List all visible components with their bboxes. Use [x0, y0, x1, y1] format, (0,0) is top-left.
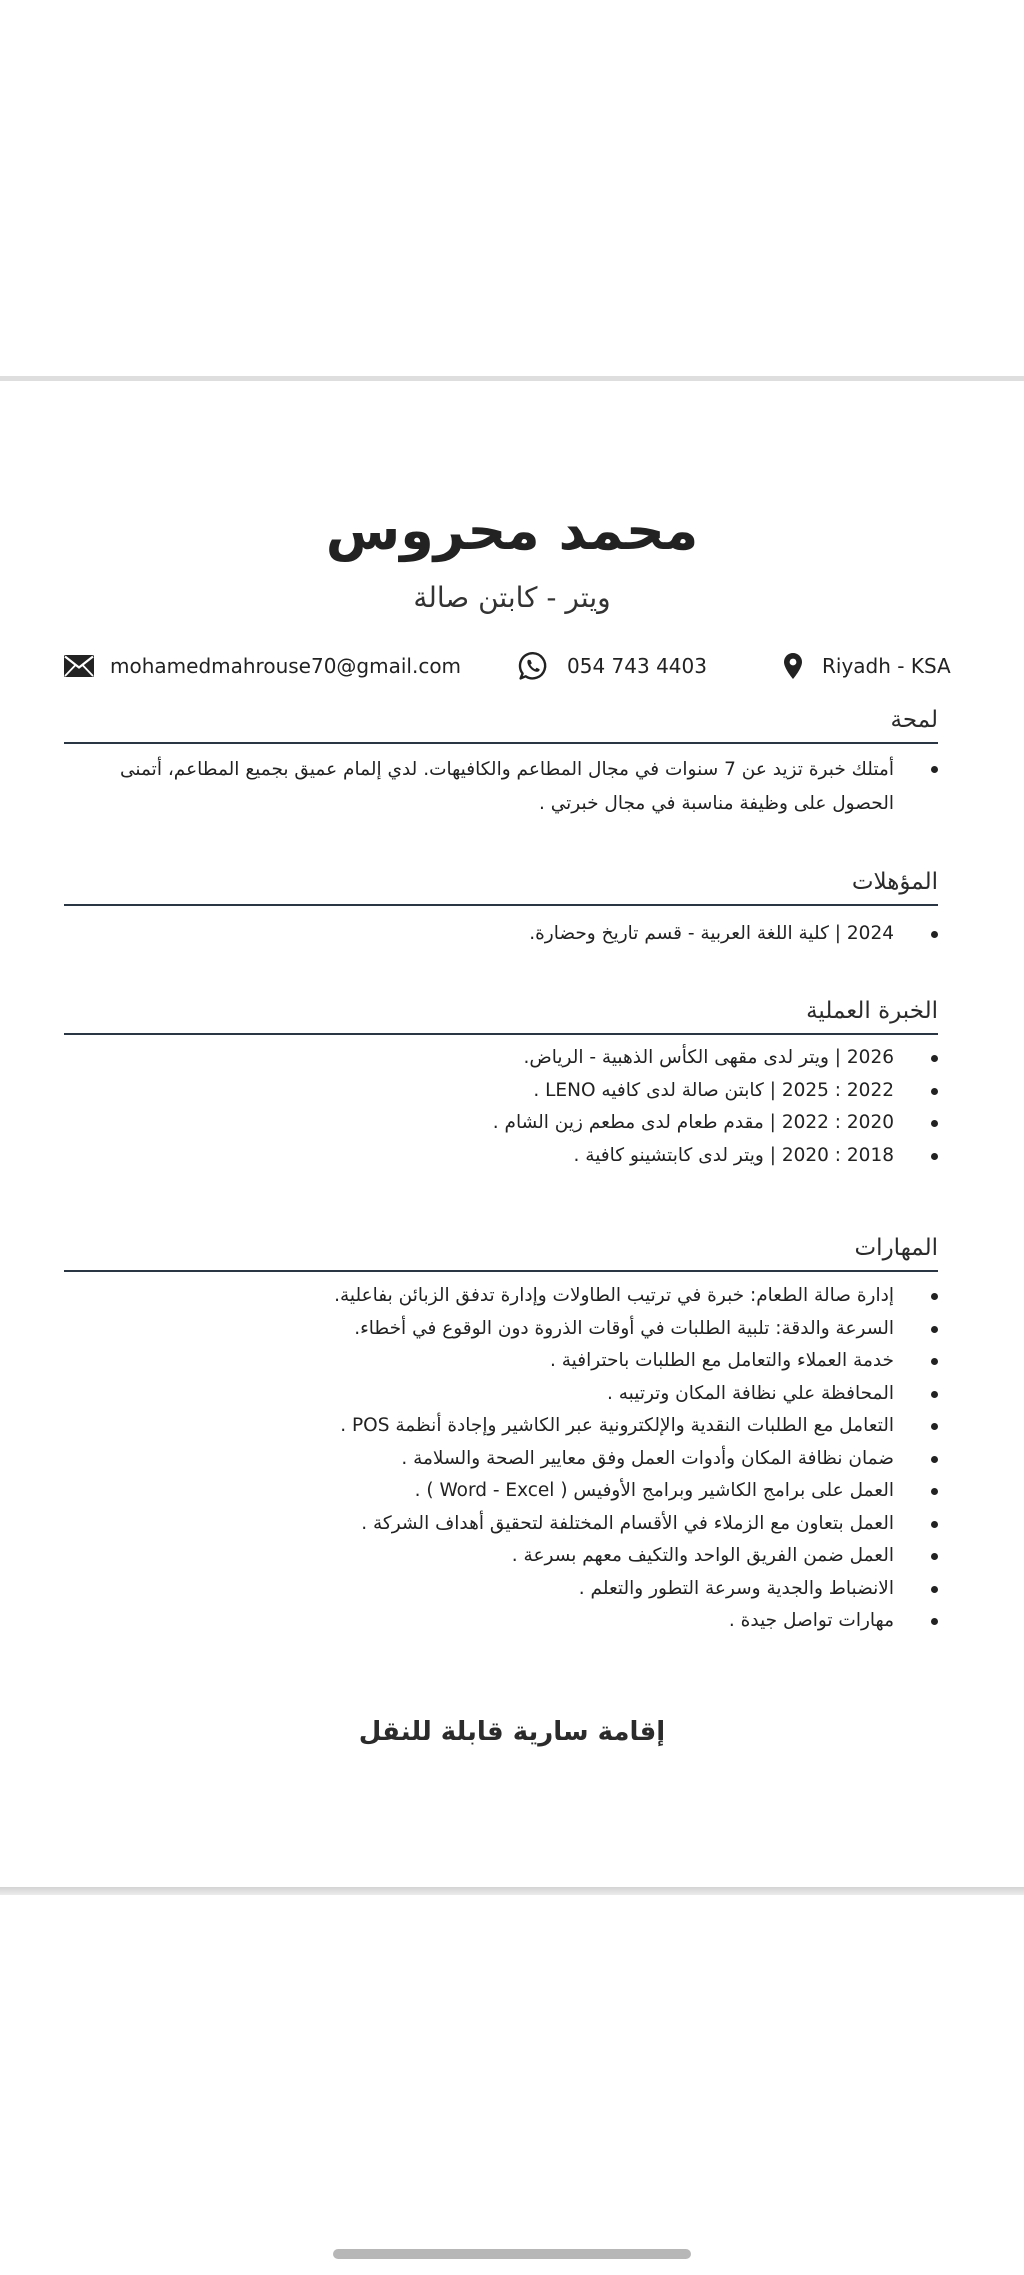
page-separator-bottom [0, 1887, 1024, 1895]
section-divider [64, 1033, 938, 1035]
list-item: 2018 : 2020 | ويتر لدى كابتشينو كافية . [493, 1140, 938, 1173]
summary-list [86, 753, 938, 821]
resume-page [0, 381, 1024, 1887]
list-item: 2024 | كلية اللغة العربية - قسم تاريخ وحضارة. [529, 918, 938, 951]
whatsapp-icon [517, 650, 567, 682]
person-name: محمد محروس [325, 499, 699, 562]
list-item: التعامل مع الطلبات النقدية والإلكترونية عبر الكاشير وإجادة أنظمة POS . [334, 1410, 938, 1443]
list-item: إدارة صالة الطعام: خبرة في ترتيب الطاولات وإدارة تدفق الزبائن بفاعلية. [334, 1280, 938, 1313]
list-item: مهارات تواصل جيدة . [334, 1605, 938, 1638]
section-divider [64, 904, 938, 906]
email-text: mohamedmahrouse70@gmail.com [110, 654, 462, 678]
list-item: المحافظة علي نظافة المكان وترتيبه . [334, 1378, 938, 1411]
residency-note: إقامة سارية قابلة للنقل [358, 1717, 666, 1747]
experience-list [493, 1042, 938, 1172]
list-item: العمل بتعاون مع الزملاء في الأقسام المختلفة لتحقيق أهداف الشركة . [334, 1508, 938, 1541]
section-title-experience: الخبرة العملية [806, 998, 938, 1024]
skills-list [334, 1280, 938, 1638]
list-item: خدمة العملاء والتعامل مع الطلبات باحترافية . [334, 1345, 938, 1378]
list-item: السرعة والدقة: تلبية الطلبات في أوقات الذروة دون الوقوع في أخطاء. [334, 1313, 938, 1346]
home-indicator[interactable] [333, 2249, 691, 2259]
list-item: العمل ضمن الفريق الواحد والتكيف معهم بسرعة . [334, 1540, 938, 1573]
section-divider [64, 1270, 938, 1272]
list-item: 2022 : 2025 | كابتن صالة لدى كافيه LENO . [493, 1075, 938, 1108]
location-text: Riyadh - KSA [822, 654, 951, 678]
contact-phone[interactable] [517, 651, 707, 681]
section-title-qualifications: المؤهلات [851, 869, 938, 895]
list-item: العمل على برامج الكاشير وبرامج الأوفيس ( Word - Excel ) . [334, 1475, 938, 1508]
contact-location [784, 651, 951, 681]
list-item: أمتلك خبرة تزيد عن 7 سنوات في مجال المطاعم والكافيهات. لدي إلمام عميق بجميع المطاعم، أتمنى الحصول على وظيفة مناسبة في مجال خبرتي . [86, 753, 938, 821]
section-title-summary: لمحة [890, 707, 938, 733]
envelope-icon [64, 655, 110, 677]
list-item: 2026 | ويتر لدى مقهى الكأس الذهبية - الرياض. [493, 1042, 938, 1075]
list-item: 2020 : 2022 | مقدم طعام لدى مطعم زين الشام . [493, 1107, 938, 1140]
list-item: الانضباط والجدية وسرعة التطور والتعلم . [334, 1573, 938, 1606]
list-item: ضمان نظافة المكان وأدوات العمل وفق معايير الصحة والسلامة . [334, 1443, 938, 1476]
section-title-skills: المهارات [854, 1235, 938, 1261]
location-pin-icon [784, 653, 822, 679]
phone-text: 054 743 4403 [567, 654, 707, 678]
contact-email[interactable] [64, 651, 461, 681]
section-divider [64, 742, 938, 744]
qualifications-list [529, 918, 938, 951]
job-title: ويتر - كابتن صالة [413, 581, 611, 614]
